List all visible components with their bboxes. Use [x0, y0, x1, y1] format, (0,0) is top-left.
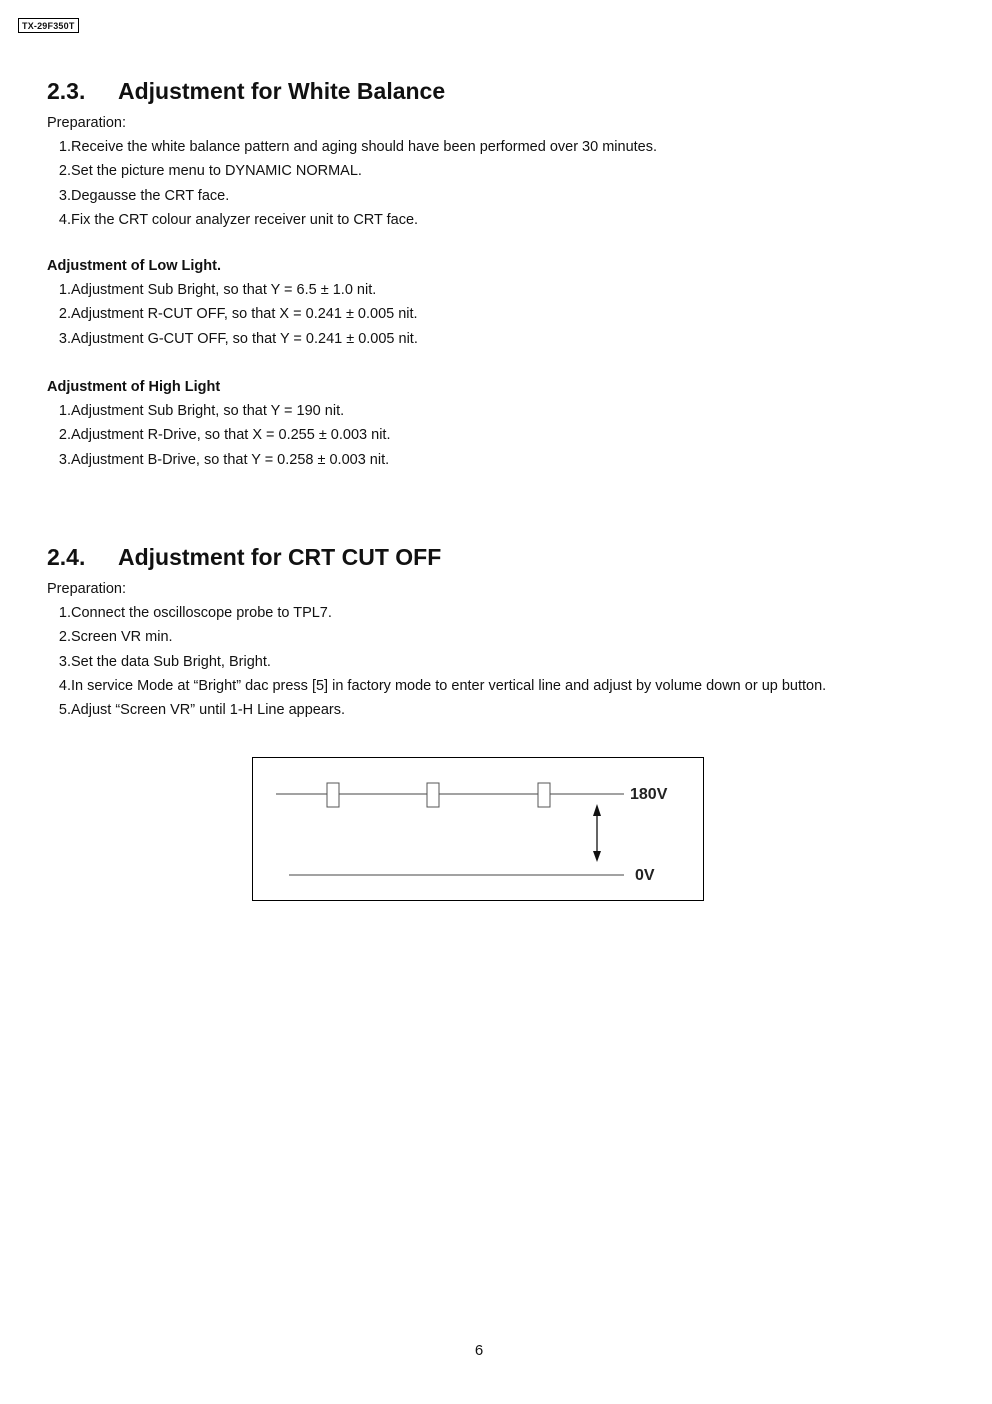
list-item	[47, 650, 947, 674]
list-item	[47, 208, 947, 232]
step-number: 2.	[58, 427, 71, 444]
list-item	[47, 135, 947, 159]
step-text: Screen VR min.	[71, 629, 173, 646]
step-text: In service Mode at “Bright” dac press [5] in factory mode to enter vertical line and adjust by volume down or up button.	[71, 677, 827, 694]
low-light-heading: Adjustment of Low Light.	[47, 258, 221, 275]
step-text: Adjustment B-Drive, so that Y = 0.258 ± 0.003 nit.	[71, 451, 390, 468]
step-number: 1.	[58, 139, 71, 155]
preparation-steps	[47, 135, 947, 232]
step-number: 2.	[58, 629, 71, 646]
step-text: Adjustment R-Drive, so that X = 0.255 ± 0.003 nit.	[71, 427, 391, 444]
list-item	[47, 302, 947, 326]
high-light-heading: Adjustment of High Light	[47, 379, 221, 396]
step-number: 3.	[58, 653, 71, 670]
section-title-text: Adjustment for White Balance	[118, 78, 446, 104]
list-item	[47, 399, 947, 423]
step-text: Degausse the CRT face.	[71, 187, 230, 204]
list-item	[47, 601, 947, 625]
step-number: 4.	[58, 211, 71, 228]
section-number: 2.3.	[47, 78, 86, 104]
page-number: 6	[474, 1342, 484, 1359]
step-number: 3.	[58, 187, 71, 204]
step-text: Connect the oscilloscope probe to TPL7.	[71, 605, 332, 621]
label-180v: 180V	[630, 786, 668, 803]
step-number: 5.	[58, 702, 71, 719]
step-text: Set the picture menu to DYNAMIC NORMAL.	[71, 163, 362, 180]
list-item	[47, 625, 947, 649]
pulse-marker	[327, 783, 339, 807]
section-number: 2.4.	[47, 544, 86, 570]
section-crt-cut-off	[47, 543, 947, 722]
list-item	[47, 423, 947, 447]
step-text: Receive the white balance pattern and aging should have been performed over 30 minutes.	[71, 139, 658, 155]
pulse-marker	[538, 783, 550, 807]
step-text: Adjustment Sub Bright, so that Y = 190 nit.	[71, 403, 345, 420]
step-text: Adjustment R-CUT OFF, so that X = 0.241 ± 0.005 nit.	[71, 306, 418, 323]
step-text: Adjustment Sub Bright, so that Y = 6.5 ± 1.0 nit.	[71, 282, 377, 299]
preparation-steps	[47, 601, 947, 722]
step-number: 2.	[58, 306, 71, 323]
low-light-steps	[47, 278, 947, 351]
list-item	[47, 159, 947, 183]
step-text: Adjust “Screen VR” until 1-H Line appears.	[71, 702, 346, 719]
waveform-diagram	[252, 757, 704, 901]
section-white-balance	[47, 77, 947, 472]
section-title-text: Adjustment for CRT CUT OFF	[118, 544, 442, 570]
step-number: 1.	[58, 605, 71, 621]
list-item	[47, 184, 947, 208]
high-light-steps	[47, 399, 947, 472]
preparation-label: Preparation:	[47, 581, 126, 597]
waveform-svg	[253, 758, 705, 902]
list-item	[47, 448, 947, 472]
preparation-label: Preparation:	[47, 115, 126, 131]
step-text: Set the data Sub Bright, Bright.	[71, 653, 271, 670]
model-tag: TX-29F350T	[18, 18, 79, 33]
step-number: 2.	[58, 163, 71, 180]
list-item	[47, 327, 947, 351]
list-item	[47, 698, 947, 722]
step-number: 4.	[58, 677, 71, 694]
arrow-up-icon	[593, 804, 601, 816]
pulse-marker	[427, 783, 439, 807]
step-number: 3.	[58, 451, 71, 468]
step-number: 1.	[58, 403, 71, 420]
step-text: Adjustment G-CUT OFF, so that Y = 0.241 ± 0.005 nit.	[71, 330, 418, 347]
step-number: 3.	[58, 330, 71, 347]
step-text: Fix the CRT colour analyzer receiver unit to CRT face.	[71, 211, 419, 228]
section-title	[47, 77, 947, 105]
step-number: 1.	[58, 282, 71, 299]
arrow-down-icon	[593, 851, 601, 862]
list-item	[47, 674, 947, 698]
section-title	[47, 543, 947, 571]
list-item	[47, 278, 947, 302]
label-0v: 0V	[635, 867, 655, 884]
